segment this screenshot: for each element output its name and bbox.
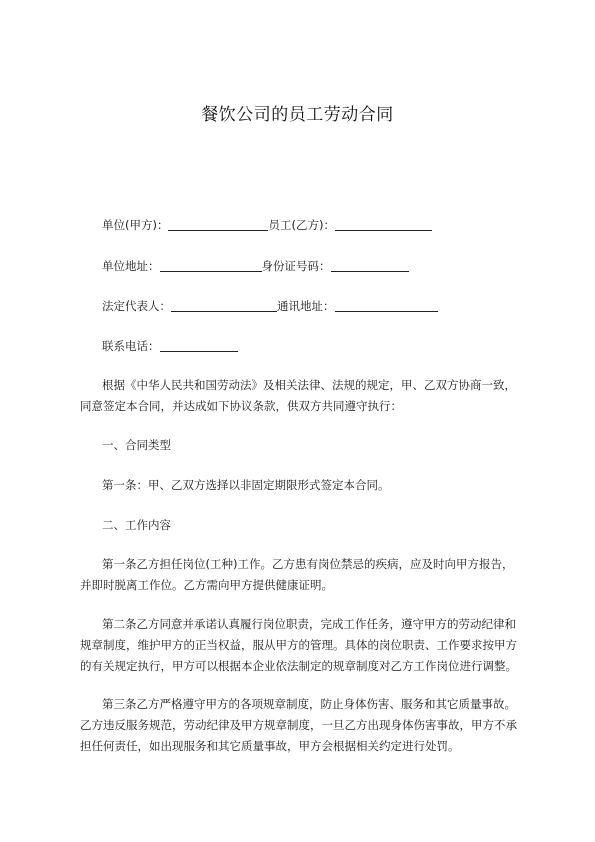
employer-address-label: 单位地址： [102,259,160,273]
section-1-heading: 一、合同类型 [102,438,171,452]
mailing-address-label: 通讯地址： [277,299,335,313]
field-row-rep-mailing [102,298,438,314]
section-1-article-1: 第一条：甲、乙双方选择以非固定期限形式签定本合同。 [102,478,390,492]
s2a1-line-2: 并即时脱离工作位。乙方需向甲方提供健康证明。 [80,578,333,592]
id-number-blank[interactable] [331,259,409,272]
intro-line-2: 同意签定本合同，并达成如下协议条款，供双方共同遵守执行： [80,399,402,413]
employer-label: 单位(甲方)： [102,218,169,232]
intro-line-1: 根据《中华人民共和国劳动法》及相关法律、法规的规定，甲、乙双方协商一致， [102,378,516,392]
phone-label: 联系电话： [102,339,160,353]
s2a2-line-3: 的有关规定执行，甲方可以根据本企业依法制定的规章制度对乙方工作岗位进行调整。 [80,659,517,673]
s2a1-line-1: 第一条乙方担任岗位(工种)工作。乙方患有岗位禁忌的疾病，应及时向甲方报告， [102,557,514,571]
field-row-address-id [102,258,409,274]
employer-address-blank[interactable] [160,259,262,272]
mailing-address-blank[interactable] [335,299,438,312]
section-2-article-3 [80,694,520,757]
employee-blank[interactable] [335,218,432,231]
section-2-heading: 二、工作内容 [102,518,171,532]
s2a2-line-2: 规章制度，维护甲方的正当权益，服从甲方的管理。具体的岗位职责、工作要求按甲方 [80,638,517,652]
s2a3-line-3: 担任何责任，如出现服务和其它质量事故，甲方会根据相关约定进行处罚。 [80,739,460,753]
employer-blank[interactable] [168,218,268,231]
field-row-employer-employee [102,217,432,233]
id-number-label: 身份证号码： [261,259,331,273]
s2a3-line-1: 第三条乙方严格遵守甲方的各项规章制度，防止身体伤害、服务和其它质量事故。 [102,697,516,711]
field-row-phone [102,338,238,354]
legal-rep-label: 法定代表人： [102,299,171,313]
s2a3-line-2: 乙方违反服务规范，劳动纪律及甲方规章制度，一旦乙方出现身体伤害事故，甲方不承 [80,718,517,732]
employee-label: 员工(乙方)： [268,218,335,232]
phone-blank[interactable] [160,339,238,352]
intro-paragraph [80,375,520,417]
section-2-article-2 [80,614,520,677]
legal-rep-blank[interactable] [171,299,277,312]
document-title: 餐饮公司的员工劳动合同 [201,105,394,125]
section-2-article-1 [80,554,520,596]
s2a2-line-1: 第二条乙方同意并承诺认真履行岗位职责，完成工作任务，遵守甲方的劳动纪律和 [102,617,516,631]
